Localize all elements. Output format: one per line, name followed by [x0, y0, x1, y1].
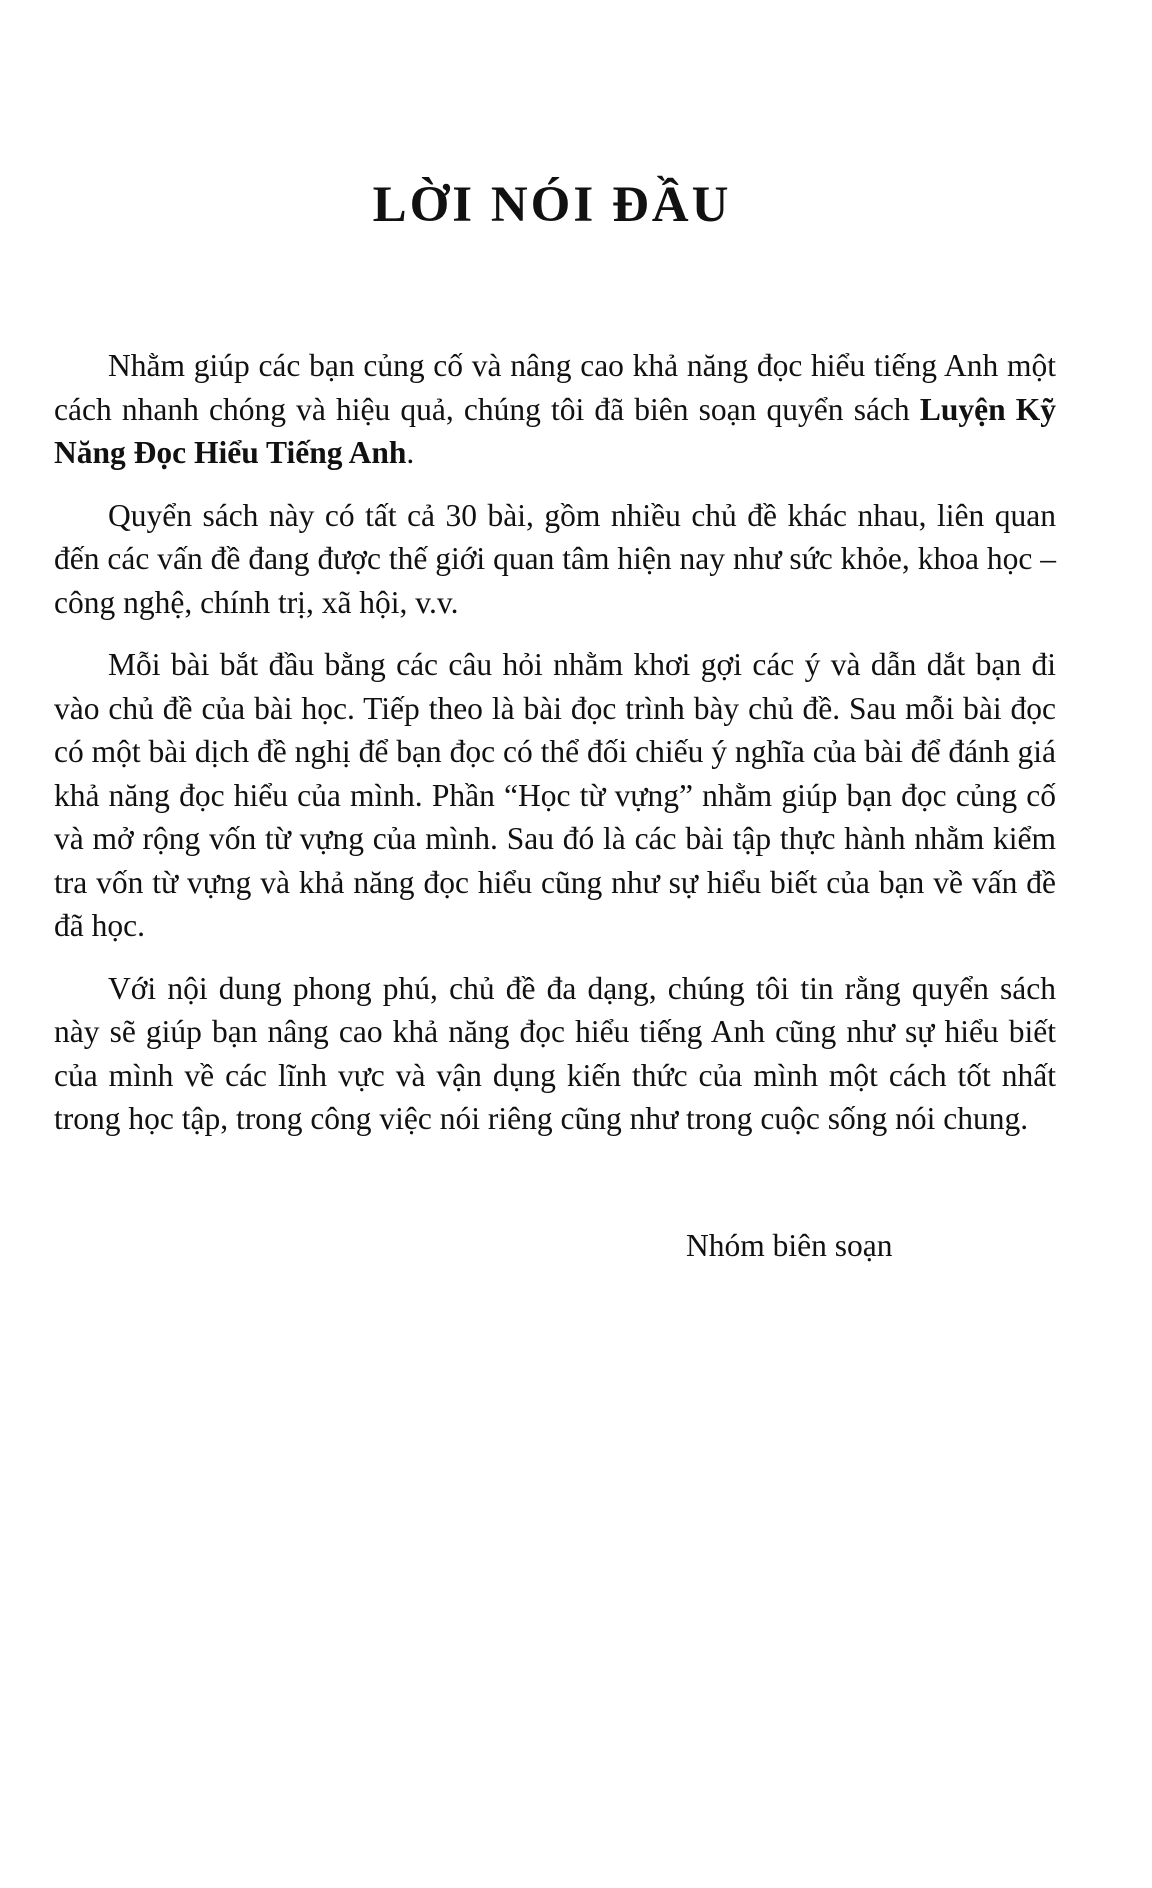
- paragraph-4: Với nội dung phong phú, chủ đề đa dạng, chúng tôi tin rằng quyển sách này sẽ giúp bạn nâng cao khả năng đọc hiểu tiếng Anh cũng như sự hiểu biết của mình về các lĩnh vực và vận dụng kiến thức của mình một cách tốt nhất trong học tập, trong công việc nói riêng cũng như trong cuộc sống nói chung.: [54, 970, 1056, 1136]
- signature: Nhóm biên soạn: [686, 1228, 893, 1263]
- preface-body: [54, 344, 1056, 1160]
- book-title: Luyện Kỹ Năng Đọc Hiểu Tiếng Anh: [54, 391, 1056, 470]
- paragraph-1-intro: Nhằm giúp các bạn củng cố và nâng cao khả năng đọc hiểu tiếng Anh một cách nhanh chóng và hiệu quả, chúng tôi đã biên soạn quyển sách: [54, 348, 1056, 427]
- paragraph-1-end: .: [406, 435, 415, 470]
- paragraph-1: [54, 344, 1056, 475]
- page-title: LỜI NÓI ĐẦU: [372, 177, 732, 233]
- paragraph-3: Mỗi bài bắt đầu bằng các câu hỏi nhằm khơi gợi các ý và dẫn dắt bạn đi vào chủ đề của bài học. Tiếp theo là bài đọc trình bày chủ đề. Sau mỗi bài đọc có một bài dịch đề nghị để bạn đọc có thể đối chiếu ý nghĩa của bài để đánh giá khả năng đọc hiểu của mình. Phần “Học từ vựng” nhằm giúp bạn đọc củng cố và mở rộng vốn từ vựng của mình. Sau đó là các bài tập thực hành nhằm kiểm tra vốn từ vựng và khả năng đọc hiểu cũng như sự hiểu biết của bạn về vấn đề đã học.: [54, 647, 1056, 943]
- paragraph-2: Quyển sách này có tất cả 30 bài, gồm nhiều chủ đề khác nhau, liên quan đến các vấn đề đang được thế giới quan tâm hiện nay như sức khỏe, khoa học – công nghệ, chính trị, xã hội, v.v.: [54, 497, 1056, 620]
